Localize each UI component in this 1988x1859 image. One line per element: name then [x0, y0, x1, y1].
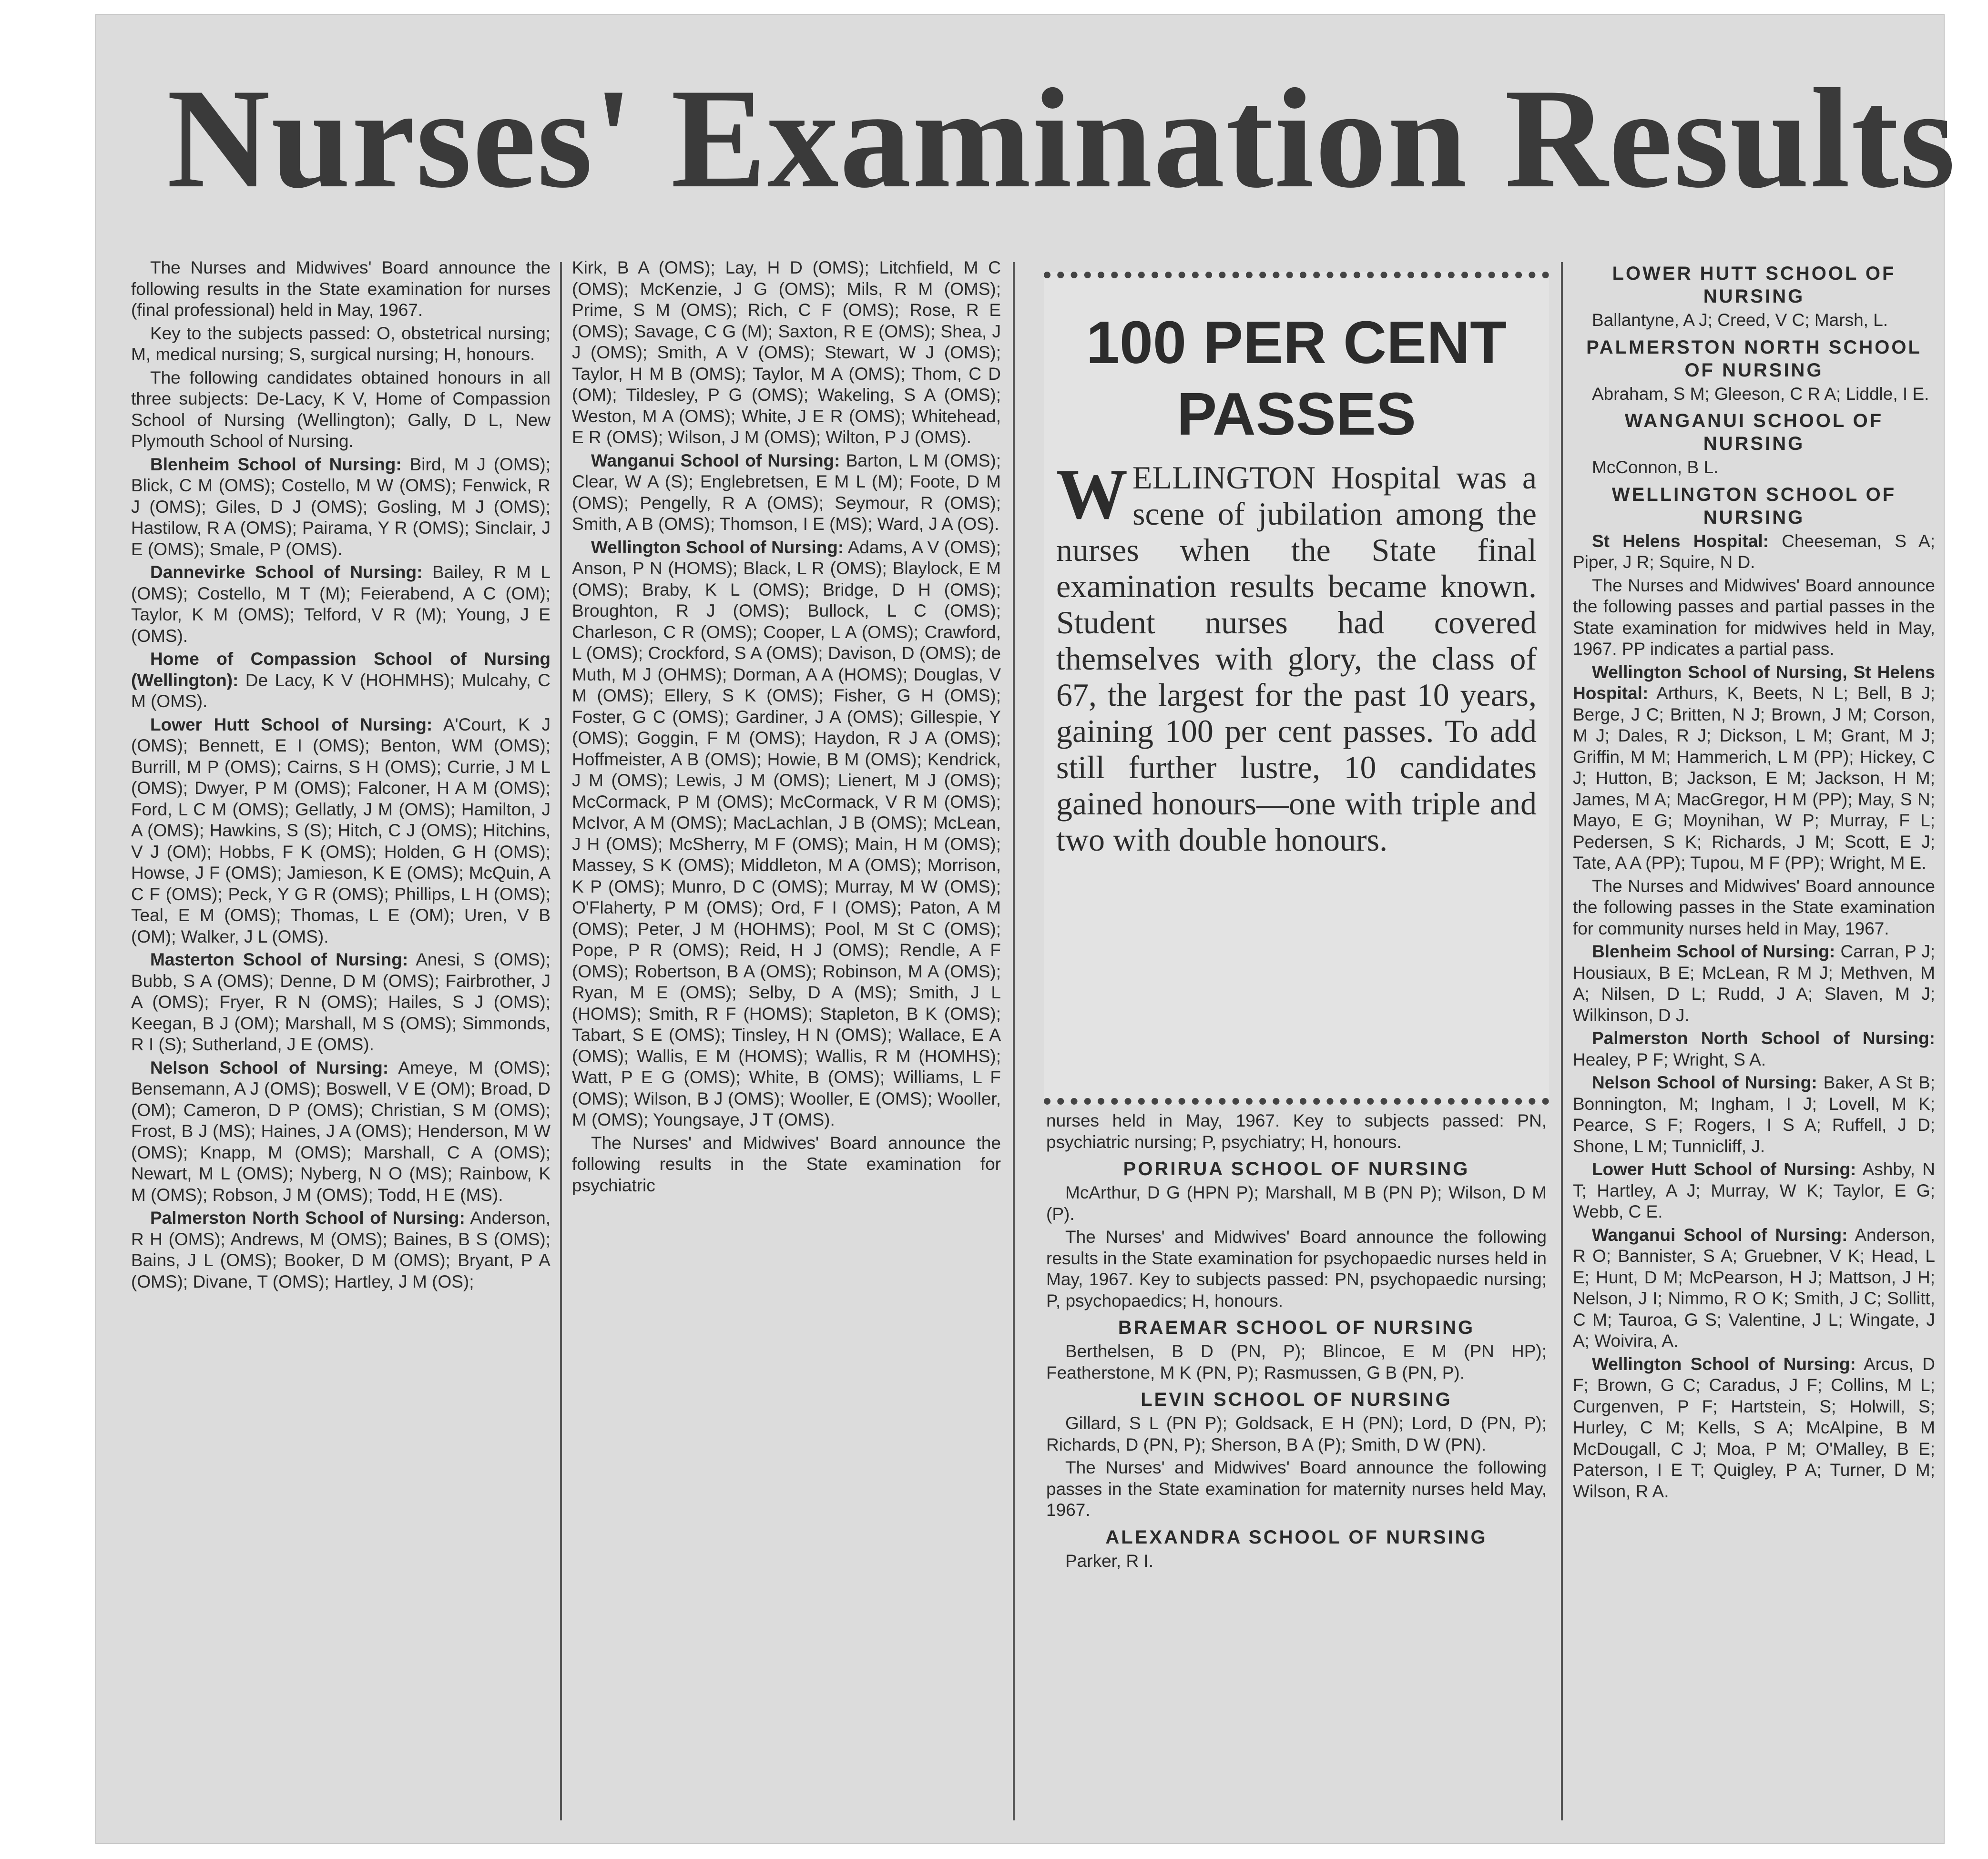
school-name: Blenheim School of Nursing: — [1592, 942, 1835, 961]
column-rule — [1561, 262, 1563, 1820]
school-name: Nelson School of Nursing: — [150, 1057, 389, 1077]
candidate-list: A'Court, K J (OMS); Bennett, E I (OMS); Benton, WM (OMS); Burrill, M P (OMS); Cairns, S H (OMS); Currie, J M L (OMS); Dwyer, P M (OMS); Falconer, H A M (OMS); Ford, L C M (OMS); Gellatly, J M (OMS); Hamilton, J A (OMS); Hawkins, S (S); Hitch, C J (OMS); Hitchins, V J (OM); Hobbs, F K (OMS); Holden, G H (OMS); Howse, J F (OMS); Jamieson, K E (OMS); McQuin, A C F (OMS); Peck, Y G R (OMS); Phillips, L H (OMS); Teal, E M (OMS); Thomas, L E (OM); Uren, V B (OM); Walker, J L (OMS). — [131, 714, 551, 946]
column-rule — [1013, 262, 1015, 1820]
column-3 — [1046, 1110, 1547, 1825]
candidate-list: Ashby, N T; Hartley, A J; Murray, W K; Taylor, E G; Webb, C E. — [1573, 1159, 1935, 1221]
candidate-list: Bailey, R M L (OMS); Costello, M T (M); Feierabend, A C (OM); Taylor, K M (OMS); Telford, V R (M); Young, J E (OMS). — [131, 562, 551, 646]
school-entry — [1573, 1159, 1935, 1223]
candidate-list: Adams, A V (OMS); Anson, P N (HOMS); Black, L R (OMS); Blaylock, E M (OMS); Braby, K L (OMS); Bridge, D H (OMS); Broughton, R J (OMS); Bullock, L C (OMS); Charleson, C R (OMS); Cooper, L A (OMS); Crawford, L (OMS); Crockford, S A (OMS); Davison, D (OMS); de Muth, M J (OHMS); Dorman, A A (HOMS); Douglas, V M (OMS); Ellery, S K (OMS); Fisher, G H (OMS); Foster, G C (OMS); Gardiner, J A (OMS); Gillespie, Y (OMS); Goggin, F M (OMS); Haydon, R J A (OMS); Hoffmeister, A B (OMS); Howie, B M (OMS); Kendrick, J M (OMS); Lewis, J M (OMS); Lienert, M J (OMS); McCormack, P M (OMS); McCormack, V R M (OMS); McIvor, A M (OMS); MacLachlan, J B (OMS); McLean, J H (OMS); McSherry, M F (OMS); Main, H M (OMS); Massey, S K (OMS); Middleton, M A (OMS); Morrison, K P (OMS); Munro, D C (OMS); Murray, M W (OMS); O'Flaherty, P M (OMS); Ord, F I (OMS); Paton, A M (OMS); Peter, J M (HOHMS); Pool, M St C (OMS); Pope, P R (OMS); Reid, H J (OMS); Rendle, A F (OMS); Robertson, B A (OMS); Robinson, M A (OMS); Ryan, M E (OMS); Selby, D A (MS); Smith, J L (HOMS); Smith, R F (HOMS); Stapleton, B K (OMS); Tabart, S E (OMS); Tinsley, H N (OMS); Wallace, E A (OMS); Wallis, E M (HOMS); Wallis, R M (HOMHS); Watt, P E G (OMS); White, B (OMS); Williams, L F (OMS); Wilson, B J (OMS); Wooller, E (OMS); Wooller, M (OMS); Youngsaye, J T (OMS). — [572, 537, 1001, 1129]
school-entry — [131, 454, 551, 560]
school-heading: BRAEMAR SCHOOL OF NURSING — [1118, 1317, 1475, 1338]
school-name: Palmerston North School of Nursing: — [1592, 1028, 1935, 1048]
psychopaedic-intro: The Nurses' and Midwives' Board announce the following results in the State examination for psychopaedic nurses held in May, 1967. Key to subjects passed: PN, psychopaedic nursing; P, psychopaedics; H, honours. — [1046, 1227, 1547, 1310]
column-4 — [1573, 257, 1935, 1830]
candidate-list: Ameye, M (OMS); Bensemann, A J (OMS); Boswell, V E (OM); Broad, D (OM); Cameron, D P (OMS); Christian, S M (OMS); Frost, B J (MS); Haines, J A (OMS); Henderson, M W (OMS); Knapp, M (OMS); Marshall, C A (OMS); Newart, M L (OMS); Nyberg, N O (MS); Rainbow, K M (OMS); Robson, J M (OMS); Todd, H E (MS). — [131, 1057, 551, 1205]
candidate-list: Anderson, R H (OMS); Andrews, M (OMS); Baines, B S (OMS); Bains, J L (OMS); Booker, D M (OMS); Bryant, P A (OMS); Divane, T (OMS); Hartley, J M (OS); — [131, 1208, 551, 1291]
school-entry — [1573, 1354, 1935, 1503]
maternity-intro: The Nurses' and Midwives' Board announce the following passes in the State examination for maternity nurses held May, 1967. — [1046, 1458, 1547, 1520]
continued-list: Kirk, B A (OMS); Lay, H D (OMS); Litchfield, M C (OMS); McKenzie, J G (OMS); Mils, R M (OMS); Prime, S M (OMS); Rich, C F (OMS); Rose, R E (OMS); Savage, C G (M); Saxton, R E (OMS); Shea, J J (OMS); Smith, A V (OMS); Stewart, W J (OMS); Taylor, H M B (OMS); Taylor, M A (OMS); Thom, C D (OM); Tildesley, P G (OMS); Wakeling, S A (OMS); Weston, M A (OMS); White, J E R (OMS); Whitehead, E R (OMS); Wilson, J M (OMS); Wilton, P J (OMS). — [572, 258, 1001, 447]
school-name: Wellington School of Nursing: — [1592, 1354, 1856, 1374]
school-name: Lower Hutt School of Nursing: — [1592, 1159, 1856, 1179]
candidate-list: Anesi, S (OMS); Bubb, S A (OMS); Denne, D M (OMS); Fairbrother, J A (OMS); Fryer, R N (OMS); Hailes, S J (OMS); Keegan, B J (OM); Marshall, M S (OMS); Simmonds, R I (S); Sutherland, J E (OMS). — [131, 950, 551, 1054]
school-entry — [131, 714, 551, 948]
school-entry — [131, 562, 551, 647]
candidate-list: Healey, P F; Wright, S A. — [1573, 1049, 1766, 1069]
school-entry — [1573, 1225, 1935, 1352]
feature-box — [1044, 272, 1549, 1105]
candidate-list: McArthur, D G (HPN P); Marshall, M B (PN P); Wilson, D M (P). — [1046, 1183, 1547, 1224]
school-name: Wellington School of Nursing, St Helens Hospital: — [1573, 662, 1935, 703]
candidate-list: De Lacy, K V (HOHMHS); Mulcahy, C M (OMS). — [131, 670, 551, 711]
school-entry — [1573, 1072, 1935, 1157]
honours-paragraph: The following candidates obtained honours in all three subjects: De-Lacy, K V, Home of Compassion School of Nursing (Wellington); Gally, D L, New Plymouth School of Nursing. — [131, 367, 551, 451]
drop-cap: W — [1056, 455, 1128, 534]
school-name: Palmerston North School of Nursing: — [150, 1208, 465, 1228]
candidate-list: Barton, L M (OMS); Clear, W A (S); Englebretsen, E M L (M); Foote, D M (OMS); Pengelly, R A (OMS); Seymour, R (OMS); Smith, A B (OMS); Thomson, I E (MS); Ward, J A (OS). — [572, 450, 1001, 534]
school-heading: LOWER HUTT SCHOOL OF NURSING — [1612, 263, 1896, 307]
key-paragraph: Key to the subjects passed: O, obstetrical nursing; M, medical nursing; S, surgical nursing; H, honours. — [131, 323, 551, 364]
candidate-list: Arcus, D F; Brown, G C; Caradus, J F; Collins, M L; Curgenven, P F; Hartstein, S; Holwill, S; Hurley, C M; Kells, S A; McAlpine, B M McDougall, C J; Moa, P M; O'Malley, B E; Paterson, I E T; Quigley, P A; Turner, D M; Wilson, R A. — [1573, 1354, 1935, 1501]
candidate-list: Ballantyne, A J; Creed, V C; Marsh, L. — [1592, 310, 1888, 330]
school-entry — [131, 649, 551, 712]
box-text: ELLINGTON Hospital was a scene of jubilation among the nurses when the State final examination results became known. Student nurses had covered themselves with glory, the class of 67, the largest for the past 10 years, gaining 100 per cent passes. To add still further lustre, 10 candidates gained honours—one with triple and two with double honours. — [1056, 459, 1537, 858]
school-heading: LEVIN SCHOOL OF NURSING — [1141, 1389, 1452, 1410]
candidate-list: Parker, R I. — [1065, 1551, 1154, 1571]
school-name: Nelson School of Nursing: — [1592, 1073, 1817, 1092]
school-entry — [131, 949, 551, 1056]
candidate-list: Anderson, R O; Bannister, S A; Gruebner, V K; Head, L E; Hunt, D M; McPearson, H J; Mattson, J H; Nelson, J I; Nimmo, R O K; Smith, J C; Sollitt, C M; Tauroa, G S; Valentine, J L; Wingate, J A; Woivira, A. — [1573, 1225, 1935, 1351]
candidate-list: Carran, P J; Housiaux, B E; McLean, R M J; Methven, M A; Nilsen, D L; Rudd, J A; Slaven, M J; Wilkinson, D J. — [1573, 942, 1935, 1025]
column-1 — [131, 257, 551, 1830]
candidate-list: Cheeseman, S A; Piper, J R; Squire, N D. — [1573, 531, 1935, 572]
school-heading: ALEXANDRA SCHOOL OF NURSING — [1105, 1526, 1488, 1548]
candidate-list: Abraham, S M; Gleeson, C R A; Liddle, I E. — [1592, 384, 1929, 404]
school-name: Lower Hutt School of Nursing: — [150, 714, 433, 734]
school-heading: WELLINGTON SCHOOL OF NURSING — [1611, 484, 1896, 528]
intro-paragraph: The Nurses and Midwives' Board announce the following results in the State examination for nurses (final professional) held in May, 1967. — [131, 258, 551, 320]
school-entry — [131, 1057, 551, 1206]
school-heading: PALMERSTON NORTH SCHOOL OF NURSING — [1586, 336, 1922, 381]
column-2 — [572, 257, 1001, 1830]
school-entry — [1573, 941, 1935, 1026]
school-name: Masterton School of Nursing: — [150, 950, 408, 969]
box-body — [1056, 455, 1537, 858]
psychiatric-intro: The Nurses' and Midwives' Board announce the following results in the State examination for psychiatric — [572, 1133, 1001, 1195]
candidate-list: Baker, A St B; Bonnington, M; Ingham, I J; Lovell, M K; Pearce, S F; Rogers, I S A; Ruffell, J D; Shone, L M; Tunnicliff, J. — [1573, 1073, 1935, 1156]
school-entry — [1573, 1028, 1935, 1070]
box-heading: 100 PER CENT PASSES — [1086, 309, 1507, 447]
candidate-list: Arthurs, K, Beets, N L; Bell, B J; Berge, J C; Britten, N J; Brown, J M; Corson, M J; Dales, R J; Dickson, L M; Grant, M J; Griffin, M M; Hammerich, L M (PP); Hickey, C J; Hutton, B; Jackson, E M; Jackson, H M; James, M A; MacGregor, H M (PP); May, S N; Mayo, E G; Moynihan, W P; Murray, F L; Pedersen, S K; Richards, J M; Scott, E J; Tate, A A (PP); Tupou, M F (PP); Wright, M E. — [1573, 683, 1935, 873]
school-name: Blenheim School of Nursing: — [150, 454, 402, 474]
newspaper-clipping — [95, 14, 1957, 1844]
school-name: Home of Compassion School of Nursing (Wellington): — [131, 649, 551, 690]
candidate-list: Bird, M J (OMS); Blick, C M (OMS); Costello, M W (OMS); Fenwick, R J (OMS); Giles, D J (OMS); Gosling, M J (OMS); Hastilow, R A (OMS); Pairama, Y R (OMS); Sinclair, J E (OMS); Smale, P (OMS). — [131, 454, 551, 559]
school-heading: WANGANUI SCHOOL OF NURSING — [1624, 410, 1884, 454]
headline: Nurses' Examination Results — [167, 59, 1957, 217]
community-intro: The Nurses and Midwives' Board announce the following passes in the State examination for community nurses held in May, 1967. — [1573, 876, 1935, 938]
school-entry — [1573, 662, 1935, 874]
school-name: St Helens Hospital: — [1592, 531, 1769, 551]
school-name: Wanganui School of Nursing: — [591, 450, 840, 470]
candidate-list: McConnon, B L. — [1592, 457, 1719, 477]
candidate-list: Gillard, S L (PN P); Goldsack, E H (PN); Lord, D (PN, P); Richards, D (PN, P); Sherson, B A (P); Smith, D W (PN). — [1046, 1413, 1547, 1454]
school-heading: PORIRUA SCHOOL OF NURSING — [1123, 1158, 1470, 1179]
school-entry — [572, 450, 1001, 535]
school-name: Wellington School of Nursing: — [591, 537, 844, 557]
school-entry — [1573, 531, 1935, 573]
column-rule — [560, 262, 562, 1820]
psychiatric-continued: nurses held in May, 1967. Key to subjects passed: PN, psychiatric nursing; P, psychiatry; H, honours. — [1046, 1111, 1547, 1152]
school-name: Dannevirke School of Nursing: — [150, 562, 423, 582]
school-entry — [572, 537, 1001, 1131]
candidate-list: Berthelsen, B D (PN, P); Blincoe, E M (PN HP); Featherstone, M K (PN, P); Rasmussen, G B (PN, P). — [1046, 1341, 1547, 1382]
midwives-intro: The Nurses and Midwives' Board announce the following passes and partial passes in the State examination for midwives held in May, 1967. PP indicates a partial pass. — [1573, 575, 1935, 659]
school-entry — [131, 1208, 551, 1292]
school-name: Wanganui School of Nursing: — [1592, 1225, 1848, 1245]
